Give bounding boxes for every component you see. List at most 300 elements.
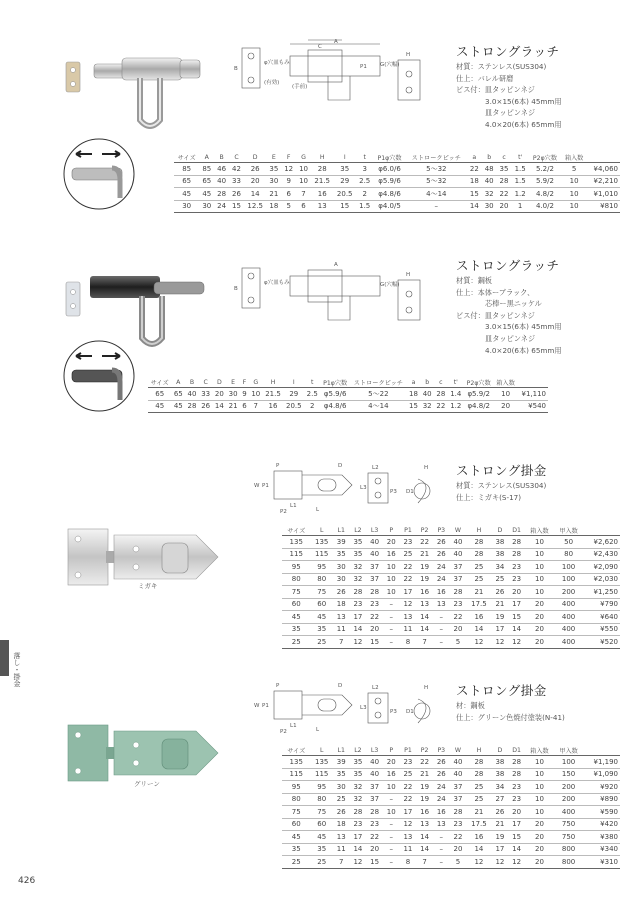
table-cell: 15 xyxy=(467,188,482,201)
column-header: P2φ穴数 xyxy=(529,152,561,163)
chapter-tab xyxy=(0,640,9,676)
column-header: L3 xyxy=(366,745,383,756)
table-cell: 28 xyxy=(214,188,229,201)
table-cell: 4.0/2 xyxy=(529,200,561,213)
table-cell: 23 xyxy=(508,561,525,574)
column-header: L1 xyxy=(333,525,350,536)
table-cell: 800 xyxy=(554,856,583,869)
table-cell: 22 xyxy=(467,163,482,176)
table-row xyxy=(174,188,620,201)
table-cell: 4.8/2 xyxy=(529,188,561,201)
column-header: a xyxy=(407,377,421,388)
table-cell: 18 xyxy=(467,175,482,188)
table-cell: 21 xyxy=(492,818,509,831)
motion-illustration-latch-black xyxy=(62,340,136,412)
table-cell: 400 xyxy=(554,636,583,649)
table-cell: 40 xyxy=(420,388,434,401)
svg-text:P1: P1 xyxy=(262,703,269,709)
table-row xyxy=(282,793,620,806)
table-cell: 115 xyxy=(310,768,332,781)
spec-table xyxy=(282,525,620,649)
table-cell: 40 xyxy=(482,175,497,188)
column-header: P1φ穴数 xyxy=(373,152,405,163)
table-cell: 14 xyxy=(350,843,367,856)
svg-text:G(穴幅): G(穴幅) xyxy=(380,62,400,68)
column-header: A xyxy=(199,152,214,163)
spec-line: 芯棒ー黒ニッケル xyxy=(485,299,542,309)
table-cell: 14 xyxy=(416,843,433,856)
table-cell: 100 xyxy=(554,756,583,769)
table-cell: 12 xyxy=(508,636,525,649)
table-row xyxy=(282,856,620,869)
table-cell: 16 xyxy=(263,400,284,413)
table-cell: 21 xyxy=(416,548,433,561)
svg-text:P: P xyxy=(276,683,280,689)
motion-illustration-latch xyxy=(62,138,136,210)
table-cell: 20 xyxy=(525,843,554,856)
table-cell: 45 xyxy=(174,188,199,201)
table-cell: 37 xyxy=(450,573,467,586)
table-cell: 13 xyxy=(416,598,433,611)
table-cell: 28 xyxy=(450,586,467,599)
table-cell: 19 xyxy=(416,793,433,806)
price-cell: ¥380 xyxy=(583,831,620,844)
column-header: 甲入数 xyxy=(554,525,583,536)
column-header: a xyxy=(467,152,482,163)
table-cell: 20 xyxy=(525,856,554,869)
table-cell: 16 xyxy=(416,806,433,819)
table-cell: 27 xyxy=(492,793,509,806)
svg-text:L3: L3 xyxy=(360,705,367,711)
column-header: P1φ穴数 xyxy=(320,377,350,388)
table-cell: 60 xyxy=(310,598,332,611)
table-cell: 24 xyxy=(214,200,229,213)
price-cell: ¥520 xyxy=(583,636,620,649)
price-cell: ¥540 xyxy=(518,400,548,413)
spec-line: 材：鋼板 xyxy=(456,701,485,710)
column-header: 箱入数 xyxy=(525,745,554,756)
svg-text:D: D xyxy=(338,683,343,689)
table-cell: 5〜32 xyxy=(406,163,467,176)
table-cell: 115 xyxy=(310,548,332,561)
table-cell: 16 xyxy=(383,548,400,561)
column-header xyxy=(583,745,620,756)
svg-text:L: L xyxy=(316,507,320,513)
product-photo-hasp-green xyxy=(66,717,226,787)
table-cell: 28 xyxy=(508,548,525,561)
table-cell: 11 xyxy=(400,623,417,636)
table-row xyxy=(148,388,548,401)
table-cell: 13 xyxy=(333,611,350,624)
table-row xyxy=(282,768,620,781)
table-cell: 30 xyxy=(266,175,281,188)
column-header: H xyxy=(263,377,284,388)
table-cell: 65 xyxy=(199,175,214,188)
table-cell: 20.5 xyxy=(333,188,356,201)
table-cell: 17 xyxy=(400,586,417,599)
table-cell: φ6.0/6 xyxy=(373,163,405,176)
table-cell: 22 xyxy=(416,536,433,549)
table-cell: 23 xyxy=(350,818,367,831)
price-cell: ¥340 xyxy=(583,843,620,856)
table-cell: 75 xyxy=(282,586,310,599)
table-cell: 25 xyxy=(466,793,491,806)
table-row xyxy=(148,400,548,413)
table-cell: 13 xyxy=(400,611,417,624)
column-header: P3 xyxy=(433,525,450,536)
table-cell: 40 xyxy=(450,768,467,781)
table-cell: 25 xyxy=(466,781,491,794)
table-cell: 85 xyxy=(199,163,214,176)
table-cell: 23 xyxy=(450,598,467,611)
price-cell: ¥420 xyxy=(583,818,620,831)
table-cell: 26 xyxy=(433,536,450,549)
table-cell: 5.2/2 xyxy=(529,163,561,176)
table-cell: – xyxy=(433,831,450,844)
table-cell: 16 xyxy=(466,831,491,844)
column-header: P1 xyxy=(400,525,417,536)
column-header xyxy=(518,377,548,388)
table-cell: 115 xyxy=(282,768,310,781)
table-cell: 14 xyxy=(416,611,433,624)
table-cell: 65 xyxy=(171,388,185,401)
table-cell: φ5.9/6 xyxy=(320,388,350,401)
price-cell: ¥1,250 xyxy=(583,586,620,599)
table-cell: 20 xyxy=(525,611,554,624)
spec-line: ビス付：皿タッピンネジ xyxy=(456,85,535,95)
table-cell: 12 xyxy=(492,856,509,869)
table-header-row xyxy=(174,152,620,163)
table-cell: 38 xyxy=(492,536,509,549)
table-cell: 60 xyxy=(282,598,310,611)
table-cell: 95 xyxy=(282,781,310,794)
technical-drawing-latch-1 xyxy=(230,38,440,108)
table-cell: 17 xyxy=(492,843,509,856)
table-cell: 35 xyxy=(333,163,356,176)
table-cell: 95 xyxy=(310,561,332,574)
table-cell: – xyxy=(383,843,400,856)
table-cell: 30 xyxy=(226,388,240,401)
table-cell: 40 xyxy=(366,768,383,781)
spec-table xyxy=(148,377,548,413)
table-cell: 10 xyxy=(525,768,554,781)
table-cell: – xyxy=(383,623,400,636)
spec-line: 皿タッピンネジ xyxy=(485,108,536,118)
table-cell: 18 xyxy=(407,388,421,401)
table-cell: 1.5 xyxy=(356,200,373,213)
table-cell: 10 xyxy=(525,573,554,586)
table-cell: 30 xyxy=(333,781,350,794)
column-header: A xyxy=(171,377,185,388)
table-cell: 45 xyxy=(282,831,310,844)
column-header: c xyxy=(434,377,448,388)
svg-text:D1: D1 xyxy=(406,709,414,715)
table-cell: 23 xyxy=(400,756,417,769)
section-title: ストロングラッチ xyxy=(456,258,560,273)
table-row xyxy=(282,818,620,831)
table-cell: 30 xyxy=(482,200,497,213)
table-cell: 65 xyxy=(148,388,171,401)
table-cell: 25 xyxy=(466,573,491,586)
table-cell: 10 xyxy=(249,388,263,401)
table-cell: 35 xyxy=(333,548,350,561)
svg-text:B: B xyxy=(234,66,238,72)
spec-line: ビス付：皿タッピンネジ xyxy=(456,310,535,320)
table-cell: 45 xyxy=(171,400,185,413)
table-cell: 10 xyxy=(525,793,554,806)
table-cell: 1.2 xyxy=(511,188,528,201)
column-header: C xyxy=(199,377,213,388)
table-cell: 60 xyxy=(282,818,310,831)
spec-line: 3.0×15(6本) 45mm用 xyxy=(485,322,562,332)
table-cell: 37 xyxy=(450,793,467,806)
table-row xyxy=(282,636,620,649)
table-cell: 23 xyxy=(366,818,383,831)
table-cell: 13 xyxy=(400,831,417,844)
table-cell: 22 xyxy=(400,781,417,794)
svg-text:φ穴皿もみ: φ穴皿もみ xyxy=(264,60,290,66)
table-cell: 3 xyxy=(356,163,373,176)
table-row xyxy=(282,561,620,574)
svg-text:P1: P1 xyxy=(262,483,269,489)
table-cell: 17 xyxy=(508,818,525,831)
svg-text:H: H xyxy=(424,465,429,471)
table-row xyxy=(282,781,620,794)
table-cell: – xyxy=(383,856,400,869)
table-cell: 5 xyxy=(561,163,587,176)
table-cell: 12 xyxy=(400,598,417,611)
table-cell: 6 xyxy=(296,200,311,213)
table-cell: 39 xyxy=(333,536,350,549)
table-cell: 35 xyxy=(282,623,310,636)
table-cell: 15 xyxy=(366,636,383,649)
table-cell: 20 xyxy=(213,388,227,401)
table-cell: 10 xyxy=(383,586,400,599)
svg-text:L1: L1 xyxy=(290,723,297,729)
table-cell: 20 xyxy=(525,623,554,636)
table-cell: 20 xyxy=(508,806,525,819)
table-cell: 40 xyxy=(214,175,229,188)
table-cell: 38 xyxy=(492,548,509,561)
table-cell: 12 xyxy=(466,636,491,649)
table-cell: 20 xyxy=(383,536,400,549)
table-cell: 750 xyxy=(554,818,583,831)
table-cell: 23 xyxy=(508,573,525,586)
photo-caption: ミガキ xyxy=(138,582,158,590)
table-row xyxy=(282,598,620,611)
table-cell: 40 xyxy=(450,756,467,769)
table-cell: 21 xyxy=(466,586,491,599)
table-cell: 17.5 xyxy=(466,818,491,831)
column-header: P3 xyxy=(433,745,450,756)
table-cell: 150 xyxy=(554,768,583,781)
table-cell: 80 xyxy=(554,548,583,561)
table-cell: 10 xyxy=(525,806,554,819)
table-cell: 13 xyxy=(333,831,350,844)
table-cell: 200 xyxy=(554,781,583,794)
price-cell: ¥810 xyxy=(587,200,620,213)
table-cell: 30 xyxy=(333,573,350,586)
column-header: L3 xyxy=(366,525,383,536)
svg-text:A: A xyxy=(334,262,338,268)
table-cell: 2 xyxy=(356,188,373,201)
table-cell: 17 xyxy=(492,623,509,636)
table-cell: 7 xyxy=(296,188,311,201)
svg-text:P2: P2 xyxy=(280,729,287,735)
spec-line: 皿タッピンネジ xyxy=(485,333,536,343)
table-cell: 80 xyxy=(310,793,332,806)
table-row xyxy=(282,573,620,586)
table-cell: 18 xyxy=(333,818,350,831)
table-cell: 135 xyxy=(282,756,310,769)
column-header: E xyxy=(266,152,281,163)
table-cell: 13 xyxy=(311,200,334,213)
table-cell: φ5.9/6 xyxy=(373,175,405,188)
column-header: P2φ穴数 xyxy=(464,377,494,388)
table-cell: 26 xyxy=(229,188,244,201)
table-cell: 20 xyxy=(244,175,267,188)
section-title: ストロング掛金 xyxy=(456,463,547,478)
photo-caption: グリーン xyxy=(134,780,160,788)
spec-table xyxy=(174,152,620,213)
table-cell: 5 xyxy=(281,200,296,213)
table-header-row xyxy=(282,525,620,536)
table-cell: 26 xyxy=(433,548,450,561)
table-cell: 60 xyxy=(310,818,332,831)
column-header: F xyxy=(281,152,296,163)
price-cell: ¥2,620 xyxy=(583,536,620,549)
table-cell: 19 xyxy=(416,781,433,794)
spec-table xyxy=(282,745,620,869)
svg-text:D1: D1 xyxy=(406,489,414,495)
table-row xyxy=(282,611,620,624)
svg-text:L1: L1 xyxy=(290,503,297,509)
table-cell: 100 xyxy=(554,573,583,586)
column-header: L xyxy=(310,745,332,756)
section-latch-stainless xyxy=(0,0,636,220)
table-cell: 45 xyxy=(148,400,171,413)
table-cell: 32 xyxy=(350,781,367,794)
table-cell: 400 xyxy=(554,623,583,636)
column-header: H xyxy=(466,745,491,756)
table-cell: 21 xyxy=(492,598,509,611)
column-header: b xyxy=(420,377,434,388)
table-cell: 14 xyxy=(350,623,367,636)
svg-text:W: W xyxy=(254,483,260,489)
table-cell: 39 xyxy=(333,756,350,769)
column-header: H xyxy=(311,152,334,163)
table-cell: 28 xyxy=(508,768,525,781)
table-cell: 95 xyxy=(310,781,332,794)
table-cell: 28 xyxy=(311,163,334,176)
table-cell: 28 xyxy=(466,756,491,769)
table-cell: – xyxy=(383,818,400,831)
table-cell: 2.5 xyxy=(356,175,373,188)
column-header: ストロークピッチ xyxy=(350,377,407,388)
price-cell: ¥920 xyxy=(583,781,620,794)
table-cell: 48 xyxy=(482,163,497,176)
spec-line: 仕上：本体ーブラック、 xyxy=(456,287,535,297)
table-cell: 24 xyxy=(433,561,450,574)
table-cell: 25 xyxy=(333,793,350,806)
table-cell: – xyxy=(433,636,450,649)
table-cell: 100 xyxy=(554,561,583,574)
table-cell: 20 xyxy=(366,843,383,856)
table-cell: 1.5 xyxy=(511,175,528,188)
price-cell: ¥1,010 xyxy=(587,188,620,201)
spec-line: 仕上：バレル研磨 xyxy=(456,73,514,83)
table-cell: 5〜22 xyxy=(350,388,407,401)
table-cell: – xyxy=(383,831,400,844)
svg-text:A: A xyxy=(334,39,338,45)
table-cell: 24 xyxy=(433,781,450,794)
table-cell: 23 xyxy=(450,818,467,831)
column-header: t xyxy=(356,152,373,163)
price-cell: ¥4,060 xyxy=(587,163,620,176)
svg-text:P3: P3 xyxy=(390,709,397,715)
table-cell: 6 xyxy=(281,188,296,201)
table-cell: 33 xyxy=(199,388,213,401)
table-cell: 750 xyxy=(554,831,583,844)
column-header: L xyxy=(310,525,332,536)
table-cell: 28 xyxy=(350,806,367,819)
section-title: ストロング掛金 xyxy=(456,683,547,698)
table-cell: 21 xyxy=(266,188,281,201)
table-cell: 22 xyxy=(450,611,467,624)
column-header xyxy=(583,525,620,536)
table-cell: 85 xyxy=(174,163,199,176)
column-header: D xyxy=(213,377,227,388)
svg-text:C: C xyxy=(318,44,322,50)
column-header: 箱入数 xyxy=(525,525,554,536)
table-cell: 23 xyxy=(400,536,417,549)
table-cell: 19 xyxy=(416,561,433,574)
table-cell: 28 xyxy=(508,756,525,769)
table-cell: φ5.9/2 xyxy=(464,388,494,401)
table-cell: 19 xyxy=(492,611,509,624)
table-cell: 30 xyxy=(174,200,199,213)
table-cell: – xyxy=(383,611,400,624)
svg-text:B: B xyxy=(234,286,238,292)
table-cell: 17 xyxy=(350,831,367,844)
column-header: t xyxy=(304,377,320,388)
table-cell: 14 xyxy=(466,843,491,856)
svg-text:P1: P1 xyxy=(360,64,367,70)
table-cell: 10 xyxy=(525,548,554,561)
table-cell: 9 xyxy=(240,388,249,401)
table-cell: 1.5 xyxy=(511,163,528,176)
page-number: 426 xyxy=(18,876,36,886)
table-cell: 2 xyxy=(304,400,320,413)
table-cell: 21.5 xyxy=(263,388,284,401)
table-cell: 21 xyxy=(226,400,240,413)
column-header: P xyxy=(383,525,400,536)
table-cell: 20 xyxy=(525,598,554,611)
table-cell: 26 xyxy=(433,768,450,781)
table-cell: 20 xyxy=(366,623,383,636)
table-cell: 37 xyxy=(366,781,383,794)
table-cell: 25 xyxy=(466,561,491,574)
section-latch-black xyxy=(0,240,636,430)
column-header: D1 xyxy=(508,745,525,756)
table-cell: 10 xyxy=(296,163,311,176)
table-cell: 135 xyxy=(282,536,310,549)
table-cell: 22 xyxy=(416,756,433,769)
price-cell: ¥550 xyxy=(583,623,620,636)
column-header: L2 xyxy=(350,745,367,756)
table-cell: 14 xyxy=(213,400,227,413)
table-cell: 12 xyxy=(400,818,417,831)
